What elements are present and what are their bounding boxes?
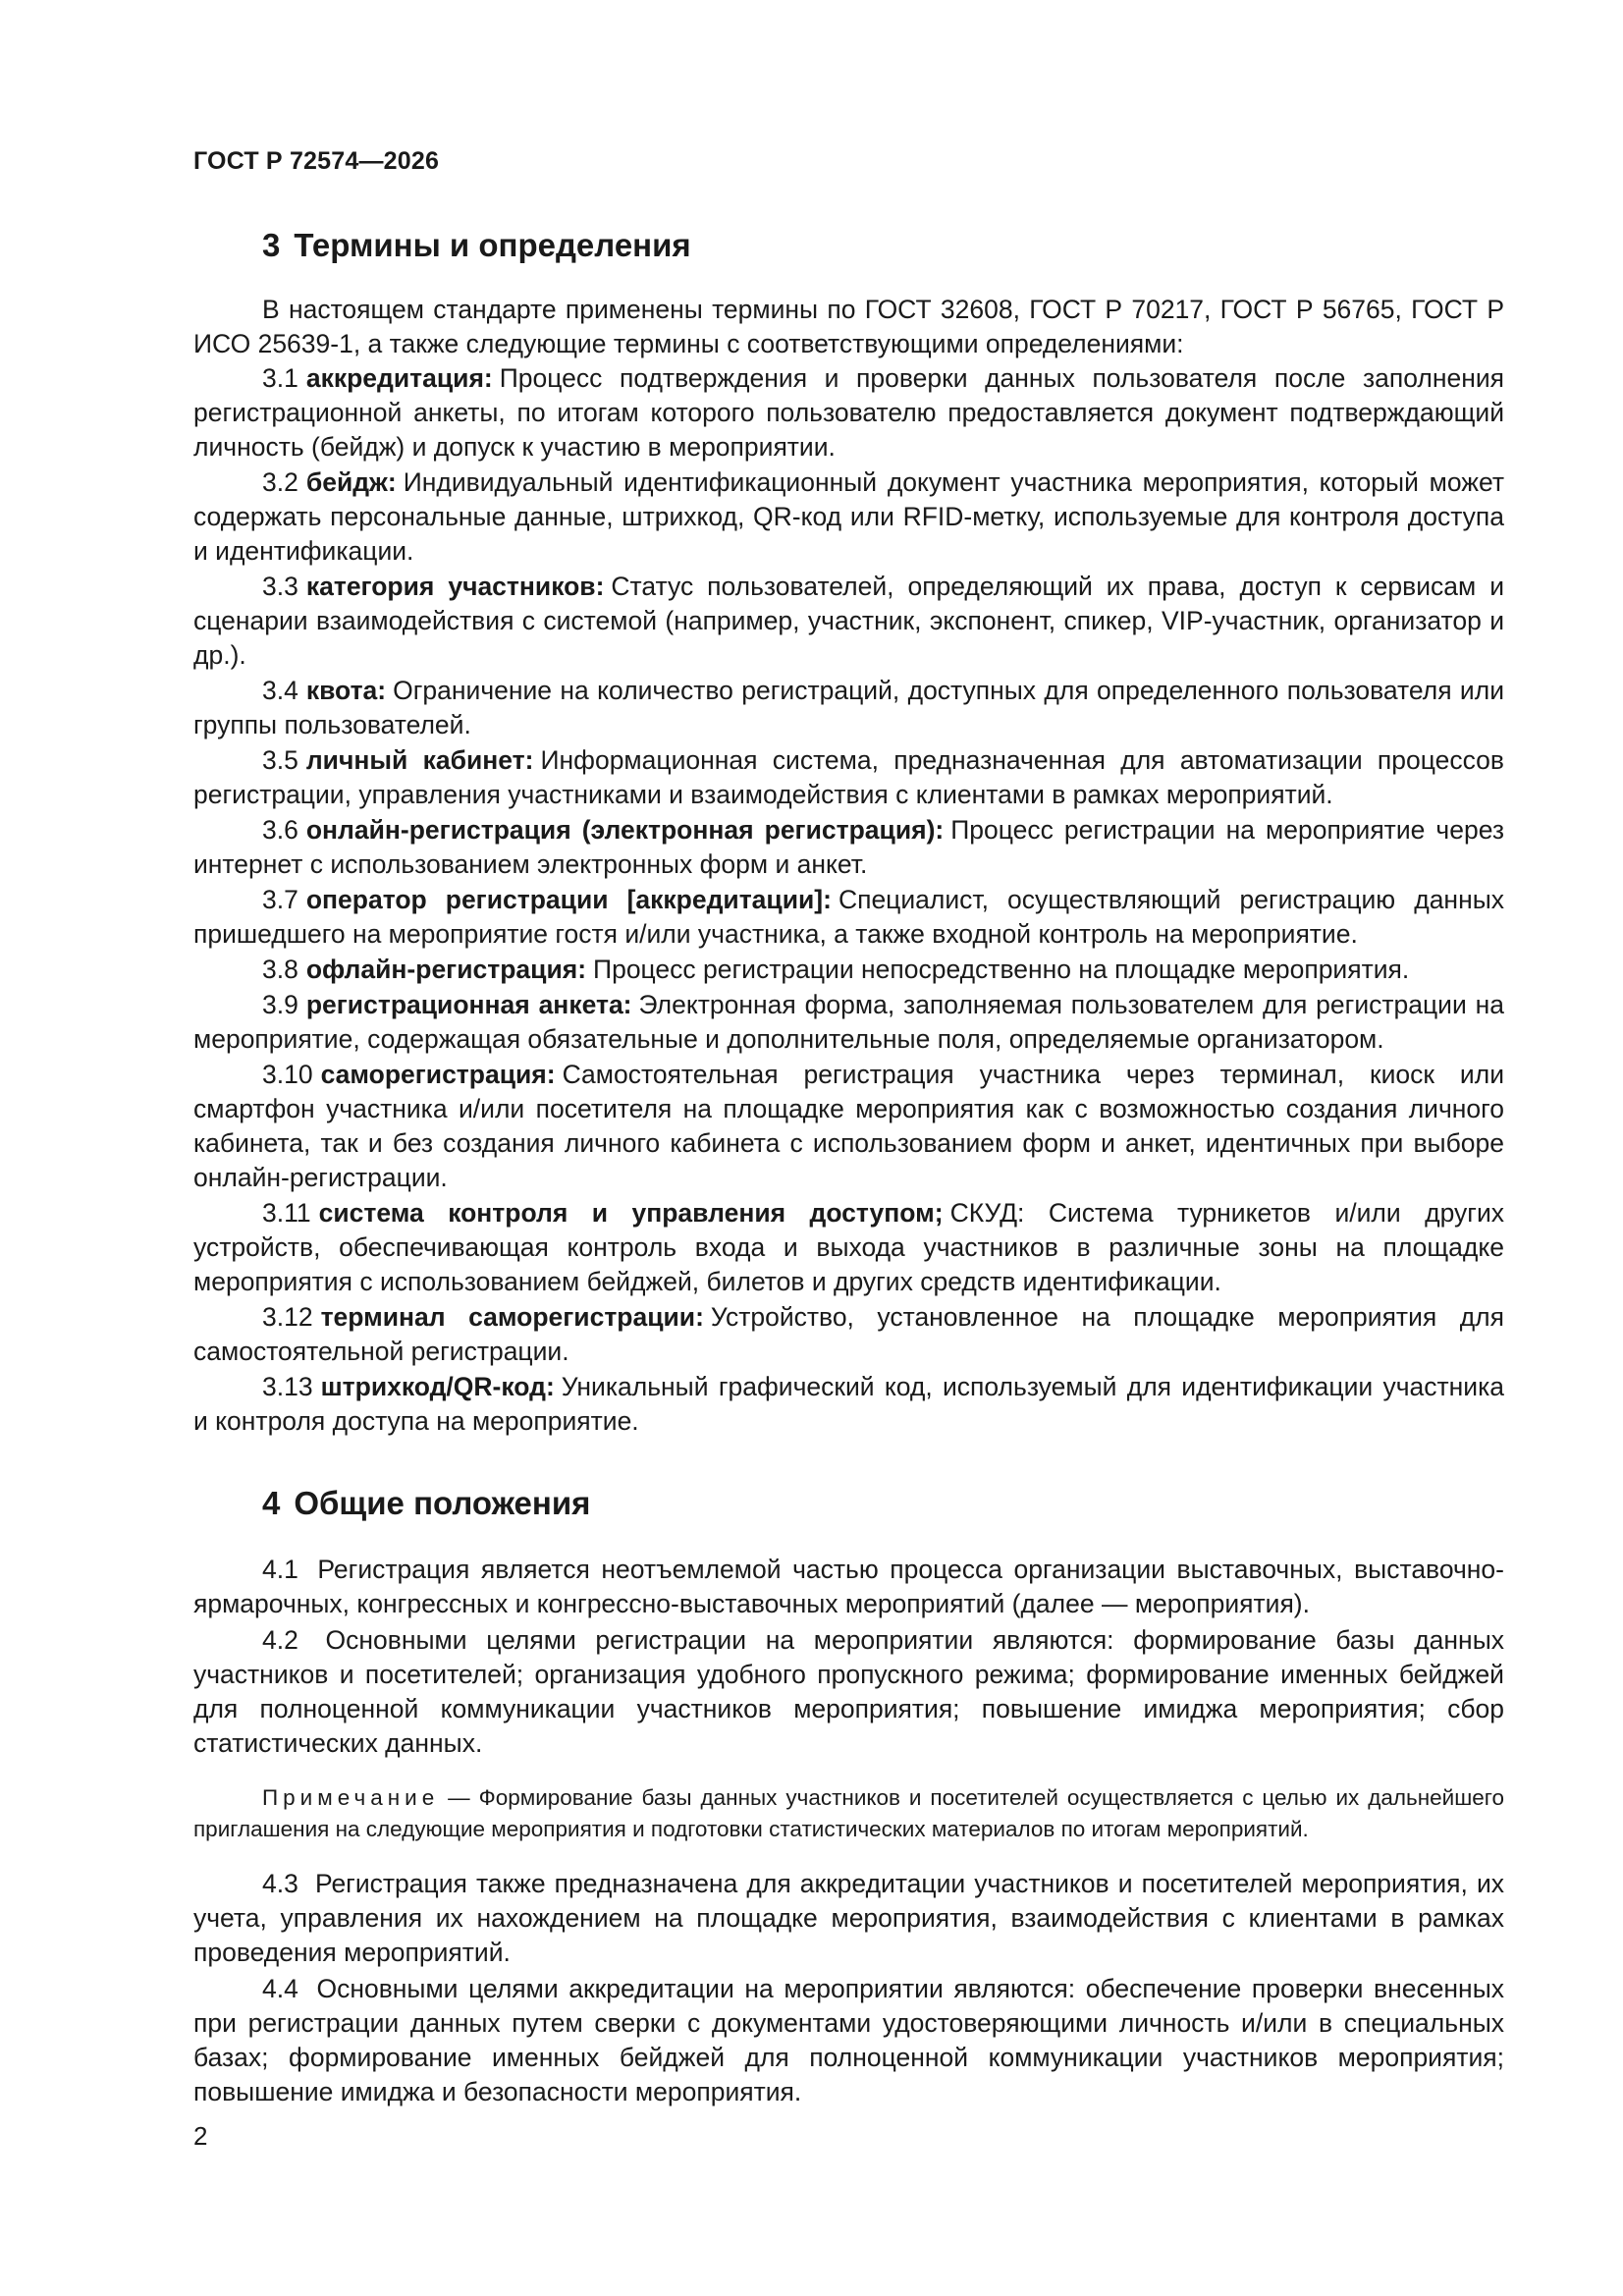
section-4-number: 4 <box>262 1485 281 1521</box>
term-name: саморегистрация: <box>320 1060 556 1089</box>
term-definition: Электронная форма, заполняемая пользователем для регистрации на мероприятие, содержащая обязательные и дополнительные поля, определяемые организатором. <box>193 990 1504 1054</box>
term-definition: Устройство, установленное на площадке мероприятия для самостоятельной регистрации. <box>193 1302 1504 1366</box>
term-name: терминал саморегистрации: <box>320 1302 704 1332</box>
section-4-title: Общие положения <box>294 1485 591 1521</box>
note-label: Примечание <box>262 1785 440 1810</box>
clause-number: 4.1 <box>262 1555 298 1584</box>
term-entry <box>193 570 1504 673</box>
term-entry <box>193 743 1504 812</box>
clause-4-4 <box>193 1972 1504 2109</box>
term-number: 3.9 <box>262 990 298 1019</box>
clause-text: Основными целями аккредитации на мероприятии являются: обеспечение проверки внесенных при регистрации данных путем сверки с документами удостоверяющими личность и/или в специальных базах; формирование именных бейджей для полноценной коммуникации участников мероприятия; повышение имиджа и безопасности мероприятия. <box>193 1974 1504 2106</box>
section-3-intro: В настоящем стандарте применены термины по ГОСТ 32608, ГОСТ Р 70217, ГОСТ Р 56765, ГОСТ Р ИСО 25639-1, а также следующие термины с соответствующими определениями: <box>193 295 1504 358</box>
term-name: штрихкод/QR-код: <box>320 1372 555 1401</box>
term-number: 3.13 <box>262 1372 313 1401</box>
term-definition: Ограничение на количество регистраций, доступных для определенного пользователя или группы пользователей. <box>193 676 1504 739</box>
term-entry <box>193 1196 1504 1299</box>
term-name: офлайн-регистрация: <box>305 955 587 984</box>
term-name: категория участников: <box>305 572 605 601</box>
clause-text: Основными целями регистрации на мероприятии являются: формирование базы данных участников и посетителей; организация удобного пропускного режима; формирование именных бейджей для полноценной коммуникации участников мероприятия; повышение имиджа мероприятия; сбор статистических данных. <box>193 1625 1504 1758</box>
term-entry <box>193 361 1504 465</box>
page-number: 2 <box>193 2121 208 2151</box>
term-number: 3.12 <box>262 1302 313 1332</box>
clause-number: 4.2 <box>262 1625 298 1655</box>
term-name: личный кабинет: <box>305 745 534 775</box>
term-name: система контроля и управления доступом; <box>318 1198 944 1228</box>
clause-4-2 <box>193 1623 1504 1761</box>
term-definition: Информационная система, предназначенная для автоматизации процессов регистрации, управления участниками и взаимодействия с клиентами в рамках мероприятий. <box>193 745 1504 809</box>
page-content <box>193 226 1504 2111</box>
term-number: 3.8 <box>262 955 298 984</box>
term-number: 3.3 <box>262 572 298 601</box>
section-3-number: 3 <box>262 227 281 263</box>
term-name: регистрационная анкета: <box>305 990 632 1019</box>
term-entry <box>193 1058 1504 1195</box>
term-definition: Процесс регистрации непосредственно на площадке мероприятия. <box>593 955 1410 984</box>
note-text: — Формирование базы данных участников и посетителей осуществляется с целью их дальнейшего приглашения на следующие мероприятия и подготовки статистических материалов по итогам мероприятий. <box>193 1785 1504 1841</box>
term-entry <box>193 1300 1504 1369</box>
note <box>193 1782 1504 1845</box>
terms-list <box>193 361 1504 1439</box>
term-entry <box>193 1370 1504 1439</box>
term-number: 3.5 <box>262 745 298 775</box>
section-4-heading <box>193 1484 1504 1523</box>
term-entry <box>193 988 1504 1057</box>
clause-text: Регистрация является неотъемлемой частью процесса организации выставочных, выставочно-ярмарочных, конгрессных и конгрессно-выставочных мероприятий (далее — мероприятия). <box>193 1555 1504 1618</box>
term-definition: Уникальный графический код, используемый для идентификации участника и контроля доступа на мероприятие. <box>193 1372 1504 1436</box>
term-number: 3.10 <box>262 1060 313 1089</box>
term-name: бейдж: <box>305 467 397 497</box>
term-entry <box>193 813 1504 882</box>
clause-text: Регистрация также предназначена для аккредитации участников и посетителей мероприятия, их учета, управления их нахождением на площадке мероприятия, взаимодействия с клиентами в рамках проведения мероприятий. <box>193 1869 1504 1967</box>
term-definition: Индивидуальный идентификационный документ участника мероприятия, который может содержать персональные данные, штрихкод, QR-код или RFID-метку, используемые для контроля доступа и идентификации. <box>193 467 1504 566</box>
term-number: 3.7 <box>262 885 298 914</box>
clause-number: 4.3 <box>262 1869 298 1898</box>
term-number: 3.4 <box>262 676 298 705</box>
section-3-heading <box>193 226 1504 265</box>
term-definition: Статус пользователей, определяющий их права, доступ к сервисам и сценарии взаимодействия с системой (например, участник, экспонент, спикер, VIP-участник, организатор и др.). <box>193 572 1504 670</box>
clause-4-1 <box>193 1553 1504 1621</box>
term-name: онлайн-регистрация (электронная регистрация): <box>305 815 945 845</box>
term-definition: СКУД: Система турникетов и/или других устройств, обеспечивающая контроль входа и выхода участников в различные зоны на площадке мероприятия с использованием бейджей, билетов и других средств идентификации. <box>193 1198 1504 1296</box>
term-definition: Процесс подтверждения и проверки данных пользователя после заполнения регистрационной анкеты, по итогам которого пользователю предоставляется документ подтверждающий личность (бейдж) и допуск к участию в мероприятии. <box>193 363 1504 462</box>
term-definition: Самостоятельная регистрация участника через терминал, киоск или смартфон участника и/или посетителя на площадке мероприятия как с возможностью создания личного кабинета, так и без создания личного кабинета с использованием форм и анкет, идентичных при выборе онлайн-регистрации. <box>193 1060 1504 1192</box>
term-entry <box>193 953 1504 987</box>
section-3-title: Термины и определения <box>294 227 691 263</box>
term-name: аккредитация: <box>305 363 493 393</box>
clause-number: 4.4 <box>262 1974 298 2003</box>
term-number: 3.6 <box>262 815 298 845</box>
term-name: оператор регистрации [аккредитации]: <box>305 885 832 914</box>
term-number: 3.11 <box>262 1198 311 1228</box>
term-number: 3.2 <box>262 467 298 497</box>
term-entry <box>193 465 1504 569</box>
clause-4-3 <box>193 1867 1504 1970</box>
term-name: квота: <box>305 676 387 705</box>
term-number: 3.1 <box>262 363 298 393</box>
term-entry <box>193 674 1504 742</box>
term-definition: Специалист, осуществляющий регистрацию данных пришедшего на мероприятие гостя и/или участника, а также входной контроль на мероприятие. <box>193 885 1504 949</box>
term-definition: Процесс регистрации на мероприятие через интернет с использованием электронных форм и анкет. <box>193 815 1505 879</box>
term-entry <box>193 883 1504 952</box>
document-code-header: ГОСТ Р 72574—2026 <box>193 147 440 175</box>
